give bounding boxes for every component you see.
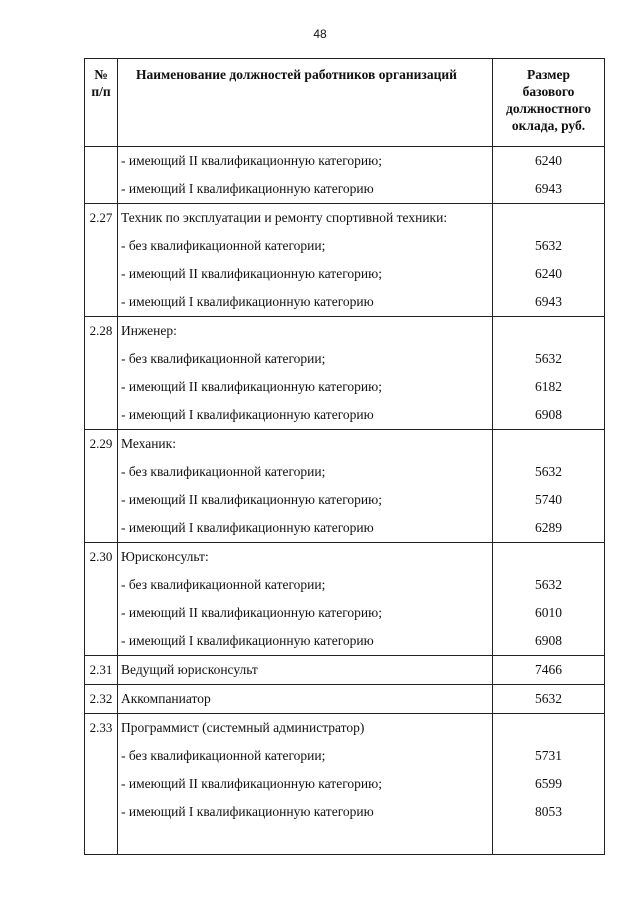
row-number: 2.28: [85, 317, 118, 346]
row-number: [85, 147, 118, 176]
row-number: 2.33: [85, 714, 118, 743]
row-salary: 6943: [493, 175, 605, 204]
row-number: [85, 288, 118, 317]
table-row: [85, 770, 605, 798]
row-name: - имеющий I квалификационную категорию: [118, 288, 493, 317]
row-name: - без квалификационной категории;: [118, 742, 493, 770]
table-row: [85, 317, 605, 346]
row-number: 2.27: [85, 204, 118, 233]
row-number: [85, 571, 118, 599]
row-name: Инженер:: [118, 317, 493, 346]
row-number: [85, 798, 118, 826]
row-name: - имеющий II квалификационную категорию;: [118, 147, 493, 176]
row-number: 2.29: [85, 430, 118, 459]
table-row-empty: [85, 826, 605, 855]
table-row: [85, 373, 605, 401]
row-number: [85, 458, 118, 486]
row-salary: 6943: [493, 288, 605, 317]
table-row: [85, 204, 605, 233]
row-name: - имеющий I квалификационную категорию: [118, 798, 493, 826]
row-salary: 6010: [493, 599, 605, 627]
row-name: - имеющий II квалификационную категорию;: [118, 770, 493, 798]
page-number: 48: [313, 27, 327, 41]
row-number: [85, 627, 118, 656]
table-row: [85, 260, 605, 288]
header-salary: Размер базового должностного оклада, руб.: [493, 59, 605, 147]
table-row: [85, 571, 605, 599]
table-row: [85, 232, 605, 260]
row-salary: [493, 317, 605, 346]
table-row: [85, 543, 605, 572]
row-name: - имеющий II квалификационную категорию;: [118, 486, 493, 514]
row-number: [85, 514, 118, 543]
header-name: Наименование должностей работников организаций: [118, 59, 493, 147]
row-name: Юрисконсульт:: [118, 543, 493, 572]
row-salary: 7466: [493, 656, 605, 685]
row-number: [85, 232, 118, 260]
row-salary: 5632: [493, 232, 605, 260]
table-row: [85, 514, 605, 543]
row-salary: 6908: [493, 627, 605, 656]
row-name: Механик:: [118, 430, 493, 459]
row-name: - без квалификационной категории;: [118, 458, 493, 486]
row-name: - имеющий II квалификационную категорию;: [118, 599, 493, 627]
empty-cell: [118, 826, 493, 855]
row-number: [85, 345, 118, 373]
row-salary: 5731: [493, 742, 605, 770]
row-salary: 6240: [493, 260, 605, 288]
empty-cell: [493, 826, 605, 855]
row-salary: [493, 714, 605, 743]
row-name: - имеющий I квалификационную категорию: [118, 627, 493, 656]
table-row: [85, 147, 605, 176]
row-salary: [493, 204, 605, 233]
row-number: 2.32: [85, 685, 118, 714]
table-row: [85, 345, 605, 373]
row-salary: 5632: [493, 571, 605, 599]
table-row: [85, 656, 605, 685]
table-row: [85, 486, 605, 514]
row-number: [85, 599, 118, 627]
table-row: [85, 430, 605, 459]
row-salary: 6599: [493, 770, 605, 798]
row-name: - имеющий I квалификационную категорию: [118, 401, 493, 430]
empty-cell: [85, 826, 118, 855]
row-name: - без квалификационной категории;: [118, 345, 493, 373]
table-row: [85, 714, 605, 743]
row-salary: 6182: [493, 373, 605, 401]
row-number: [85, 175, 118, 204]
row-name: Аккомпаниатор: [118, 685, 493, 714]
row-name: - без квалификационной категории;: [118, 232, 493, 260]
table-row: [85, 742, 605, 770]
table-row: [85, 401, 605, 430]
row-number: [85, 486, 118, 514]
row-name: - имеющий II квалификационную категорию;: [118, 260, 493, 288]
table-row: [85, 288, 605, 317]
row-name: - имеющий I квалификационную категорию: [118, 175, 493, 204]
table-row: [85, 685, 605, 714]
table-row: [85, 798, 605, 826]
table-row: [85, 627, 605, 656]
row-number: [85, 260, 118, 288]
row-salary: 5632: [493, 345, 605, 373]
row-salary: 6240: [493, 147, 605, 176]
row-number: 2.30: [85, 543, 118, 572]
row-number: [85, 401, 118, 430]
row-name: Программист (системный администратор): [118, 714, 493, 743]
row-salary: 5740: [493, 486, 605, 514]
row-number: 2.31: [85, 656, 118, 685]
row-name: Техник по эксплуатации и ремонту спортивной техники:: [118, 204, 493, 233]
row-salary: 5632: [493, 458, 605, 486]
row-salary: 5632: [493, 685, 605, 714]
row-salary: [493, 430, 605, 459]
table-header-row: [85, 59, 605, 147]
table-row: [85, 175, 605, 204]
row-salary: 6289: [493, 514, 605, 543]
row-number: [85, 373, 118, 401]
table-row: [85, 458, 605, 486]
header-number: № п/п: [85, 59, 118, 147]
row-name: - имеющий II квалификационную категорию;: [118, 373, 493, 401]
row-name: Ведущий юрисконсульт: [118, 656, 493, 685]
row-name: - имеющий I квалификационную категорию: [118, 514, 493, 543]
row-salary: 8053: [493, 798, 605, 826]
salary-table: [84, 58, 605, 855]
row-salary: [493, 543, 605, 572]
row-number: [85, 742, 118, 770]
row-salary: 6908: [493, 401, 605, 430]
table-row: [85, 599, 605, 627]
row-number: [85, 770, 118, 798]
row-name: - без квалификационной категории;: [118, 571, 493, 599]
